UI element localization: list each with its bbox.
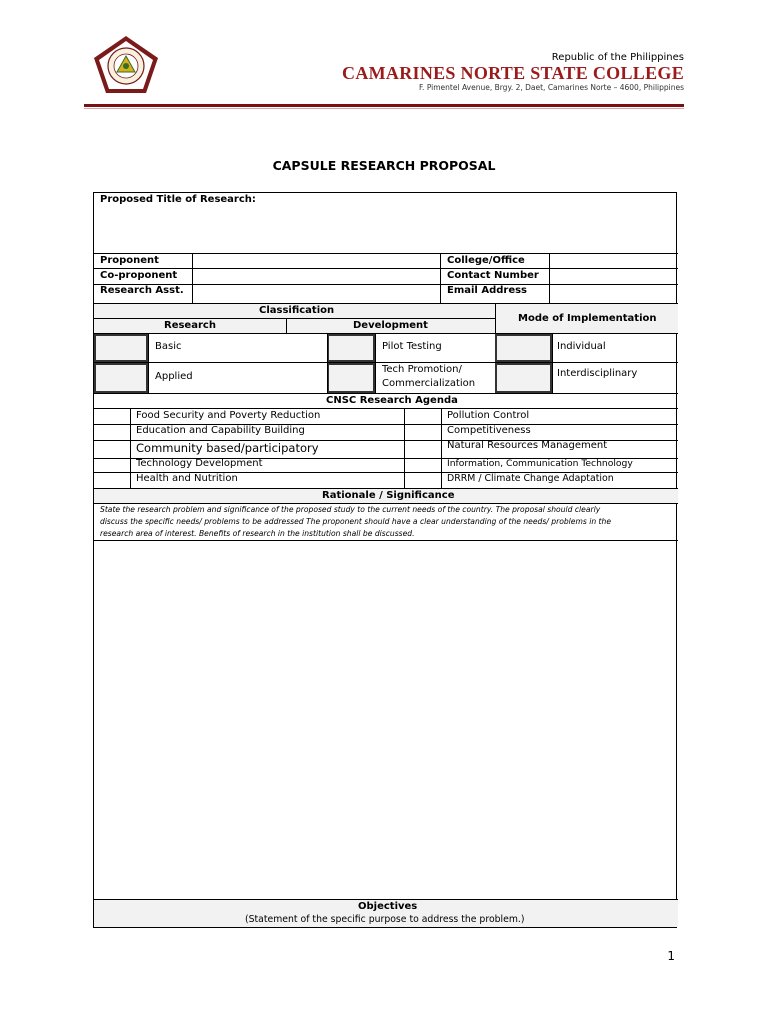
- research-label: Research: [164, 320, 216, 331]
- proponent-field[interactable]: [193, 254, 439, 268]
- contact-number-label: Contact Number: [447, 270, 539, 281]
- document-title: CAPSULE RESEARCH PROPOSAL: [272, 158, 496, 173]
- agenda-item-competitiveness: Competitiveness: [447, 425, 531, 436]
- basic-label: Basic: [155, 341, 182, 352]
- applied-checkbox[interactable]: [94, 363, 148, 393]
- rationale-text-area[interactable]: [94, 541, 678, 899]
- contact-number-field[interactable]: [550, 269, 677, 283]
- proposal-form: [93, 192, 677, 928]
- rationale-label: Rationale / Significance: [322, 490, 455, 501]
- email-label: Email Address: [447, 285, 528, 296]
- republic-text: Republic of the Philippines: [551, 52, 684, 63]
- title-label: Proposed Title of Research:: [100, 194, 256, 205]
- rationale-note-line-1: State the research problem and significance of the proposed study to the current needs of the country. The proposal should clearly: [100, 505, 601, 514]
- agenda-item-technology: Technology Development: [136, 458, 263, 469]
- agenda-item-health: Health and Nutrition: [136, 473, 238, 484]
- coproponent-label: Co-proponent: [100, 270, 178, 281]
- college-address: F. Pimentel Avenue, Brgy. 2, Daet, Camarines Norte – 4600, Philippines: [418, 83, 684, 92]
- header-rule-thin: [84, 108, 684, 109]
- college-office-field[interactable]: [550, 254, 677, 268]
- classification-label: Classification: [259, 305, 335, 316]
- college-office-label: College/Office: [447, 255, 525, 266]
- interdisciplinary-checkbox[interactable]: [495, 363, 552, 393]
- individual-label: Individual: [557, 341, 606, 352]
- college-name: CAMARINES NORTE STATE COLLEGE: [342, 63, 684, 83]
- rationale-note-line-2: discuss the specific needs/ problems to be addressed The proponent should have a clear understanding of the needs/ problems in the: [100, 517, 612, 526]
- header-rule: [84, 104, 684, 107]
- tech-promotion-checkbox[interactable]: [327, 363, 375, 393]
- pilot-testing-label: Pilot Testing: [382, 341, 442, 352]
- agenda-item-ict: Information, Communication Technology: [447, 458, 633, 469]
- rationale-note-line-3: research area of interest. Benefits of research in the institution shall be discussed.: [100, 529, 415, 538]
- applied-label: Applied: [155, 371, 193, 382]
- basic-checkbox[interactable]: [94, 334, 148, 362]
- objectives-label: Objectives: [358, 901, 418, 912]
- page-number: 1: [667, 949, 675, 963]
- college-seal-logo: [92, 35, 160, 95]
- mode-label: Mode of Implementation: [518, 313, 657, 324]
- coproponent-field[interactable]: [193, 269, 439, 283]
- agenda-item-drrm: DRRM / Climate Change Adaptation: [447, 473, 614, 484]
- tech-promotion-label-1: Tech Promotion/: [382, 364, 462, 375]
- agenda-item-pollution-control: Pollution Control: [447, 410, 530, 421]
- agenda-item-education: Education and Capability Building: [136, 425, 305, 436]
- pilot-testing-checkbox[interactable]: [327, 334, 375, 362]
- agenda-item-food-security: Food Security and Poverty Reduction: [136, 410, 321, 421]
- agenda-item-community: Community based/participatory: [136, 441, 319, 455]
- proponent-label: Proponent: [100, 255, 159, 266]
- interdisciplinary-label: Interdisciplinary: [557, 368, 638, 379]
- agenda-label: CNSC Research Agenda: [326, 395, 458, 406]
- research-asst-label: Research Asst.: [100, 285, 184, 296]
- tech-promotion-label-2: Commercialization: [382, 378, 476, 389]
- individual-checkbox[interactable]: [495, 334, 552, 362]
- research-asst-field[interactable]: [193, 285, 439, 302]
- development-label: Development: [353, 320, 428, 331]
- email-field[interactable]: [550, 285, 677, 302]
- objectives-note: (Statement of the specific purpose to address the problem.): [245, 914, 525, 925]
- agenda-item-natural-resources: Natural Resources Management: [447, 440, 608, 451]
